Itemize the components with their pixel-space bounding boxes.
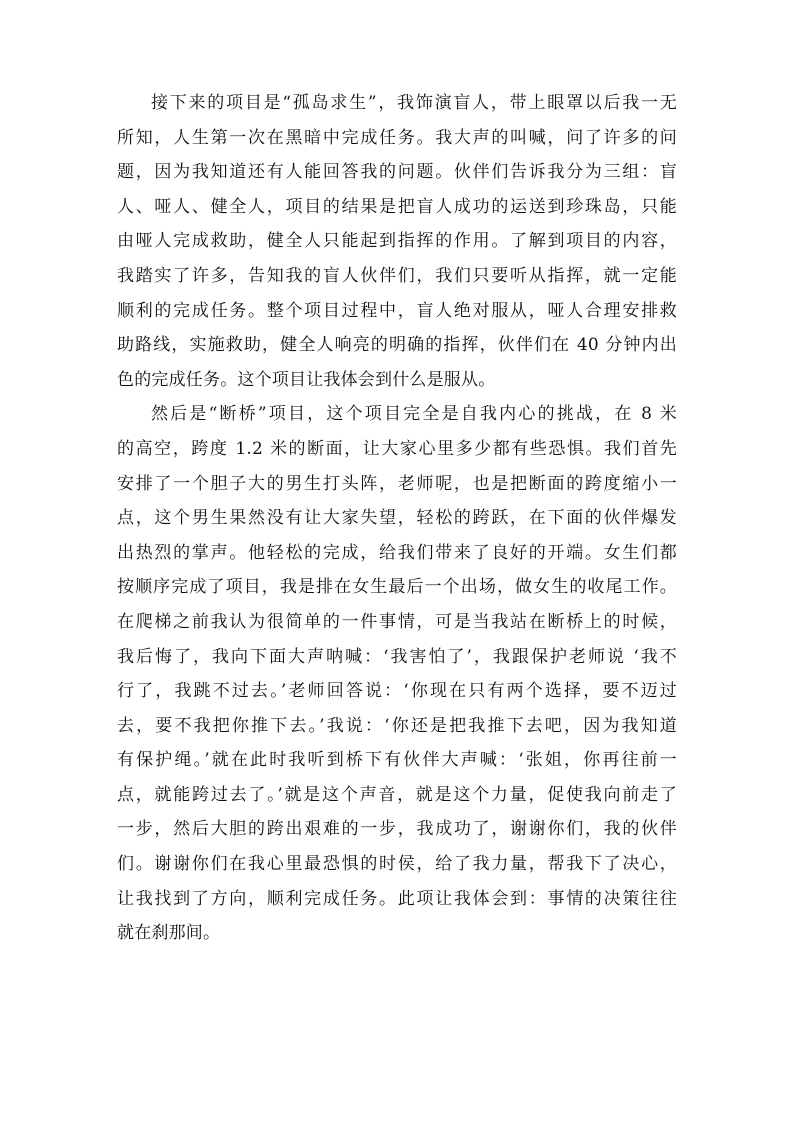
- text-line: 人、哑人、健全人，项目的结果是把盲人成功的运送到珍珠岛，只能: [117, 196, 677, 217]
- text-line: 我后悔了，我向下面大声呐喊：‘我害怕了’，我跟保护老师说 ‘我不: [117, 646, 677, 667]
- document-page: [117, 86, 677, 951]
- text-line: 我踏实了许多，告知我的盲人伙伴们，我们只要听从指挥，就一定能: [117, 265, 677, 286]
- text-line: 顺利的完成任务。整个项目过程中，盲人绝对服从，哑人合理安排救: [117, 300, 677, 321]
- text-line: 去，要不我把你推下去。’我说：‘你还是把我推下去吧，因为我知道: [117, 715, 677, 736]
- text-line: 助路线，实施救助，健全人响亮的明确的指挥，伙伴们在 40 分钟内出: [117, 335, 677, 356]
- paragraph-island-survival: [117, 86, 677, 397]
- text-line: 然后是“断桥”项目，这个项目完全是自我内心的挑战，在 8 米: [151, 404, 677, 425]
- text-line: 在爬梯之前我认为很简单的一件事情，可是当我站在断桥上的时候，: [117, 611, 677, 632]
- text-line: 色的完成任务。这个项目让我体会到什么是服从。: [117, 369, 496, 390]
- text-line: 接下来的项目是“孤岛求生”，我饰演盲人，带上眼罩以后我一无: [151, 93, 677, 113]
- text-line: 就在刹那间。: [117, 923, 221, 944]
- text-line: 所知，人生第一次在黑暗中完成任务。我大声的叫喊，问了许多的问: [117, 127, 677, 148]
- text-line: 们。谢谢你们在我心里最恐惧的时侯，给了我力量，帮我下了决心，: [117, 854, 677, 875]
- text-line: 让我找到了方向，顺利完成任务。此项让我体会到：事情的决策往往: [117, 888, 677, 909]
- text-line: 出热烈的掌声。他轻松的完成，给我们带来了良好的开端。女生们都: [117, 542, 677, 563]
- text-line: 有保护绳。’就在此时我听到桥下有伙伴大声喊：‘张姐，你再往前一: [117, 750, 677, 771]
- text-line: 的高空，跨度 1.2 米的断面，让大家心里多少都有些恐惧。我们首先: [117, 438, 677, 459]
- text-line: 安排了一个胆子大的男生打头阵，老师呢，也是把断面的跨度缩小一: [117, 473, 677, 494]
- text-line: 点，就能跨过去了。’就是这个声音，就是这个力量，促使我向前走了: [117, 784, 677, 805]
- text-line: 按顺序完成了项目，我是排在女生最后一个出场，做女生的收尾工作。: [117, 577, 677, 598]
- text-line: 行了，我跳不过去。’老师回答说：‘你现在只有两个选择，要不迈过: [117, 681, 677, 702]
- text-line: 题，因为我知道还有人能回答我的问题。伙伴们告诉我分为三组：盲: [117, 162, 677, 183]
- text-line: 点，这个男生果然没有让大家失望，轻松的跨跃，在下面的伙伴爆发: [117, 508, 677, 529]
- text-line: 一步，然后大胆的跨出艰难的一步，我成功了，谢谢你们，我的伙伴: [117, 819, 677, 840]
- paragraph-broken-bridge: [117, 397, 677, 951]
- text-line: 由哑人完成救助，健全人只能起到指挥的作用。了解到项目的内容，: [117, 231, 677, 252]
